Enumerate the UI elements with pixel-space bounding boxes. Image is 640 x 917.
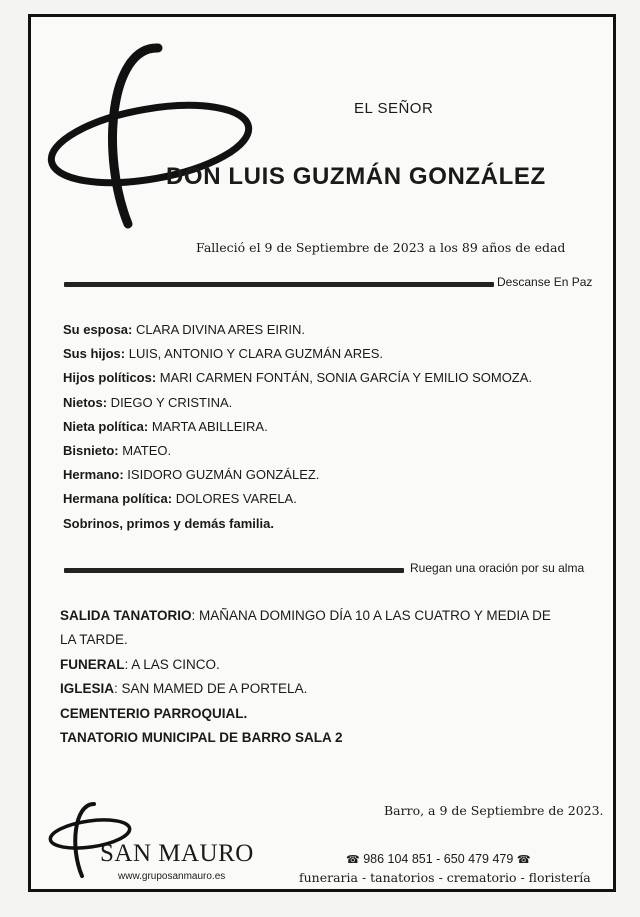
place-date: Barro, a 9 de Septiembre de 2023.	[384, 803, 604, 818]
divider	[64, 568, 404, 573]
phone-icon: ☎	[516, 854, 531, 866]
brand-name: SAN MAURO	[100, 840, 254, 867]
service-line: CEMENTERIO PARROQUIAL.	[60, 705, 248, 721]
family-line: Nieta política: MARTA ABILLEIRA.	[63, 418, 268, 434]
website-link[interactable]: www.gruposanmauro.es	[118, 871, 226, 882]
service-details	[60, 604, 612, 750]
family-line: Hermano: ISIDORO GUZMÁN GONZÁLEZ.	[63, 467, 320, 483]
service-line: FUNERAL: A LAS CINCO.	[60, 656, 220, 672]
cross-icon	[40, 34, 260, 244]
rest-caption: Descanse En Paz	[497, 275, 593, 289]
service-line: TANATORIO MUNICIPAL DE BARRO SALA 2	[60, 730, 343, 746]
family-line: Hermana política: DOLORES VARELA.	[63, 491, 297, 507]
title-prefix: EL SEÑOR	[354, 100, 434, 117]
family-list	[63, 318, 532, 536]
phone-icon: ☎	[346, 854, 360, 866]
death-line: Falleció el 9 de Septiembre de 2023 a los 89 años de edad	[196, 240, 566, 255]
prayer-caption: Ruegan una oración por su alma	[410, 561, 585, 575]
phone-numbers: ☎ 986 104 851 - 650 479 479 ☎	[346, 852, 531, 866]
family-line: Hijos políticos: MARI CARMEN FONTÁN, SONIA GARCÍA Y EMILIO SOMOZA.	[63, 370, 533, 386]
deceased-name: DON LUIS GUZMÁN GONZÁLEZ	[166, 163, 546, 190]
family-line: Nietos: DIEGO Y CRISTINA.	[63, 394, 233, 410]
family-line: Sobrinos, primos y demás familia.	[63, 515, 274, 531]
family-line: Sus hijos: LUIS, ANTONIO Y CLARA GUZMÁN ARES.	[63, 346, 384, 362]
service-line: SALIDA TANATORIO: MAÑANA DOMINGO DÍA 10 A LAS CUATRO Y MEDIA DE	[60, 608, 551, 623]
family-line: Su esposa: CLARA DIVINA ARES EIRIN.	[63, 322, 306, 337]
divider	[64, 282, 494, 287]
family-line: Bisnieto: MATEO.	[63, 443, 172, 459]
service-line: LA TARDE.	[60, 632, 128, 648]
services-list: funeraria - tanatorios - crematorio - floristería	[299, 870, 591, 885]
service-line: IGLESIA: SAN MAMED DE A PORTELA.	[60, 681, 308, 697]
